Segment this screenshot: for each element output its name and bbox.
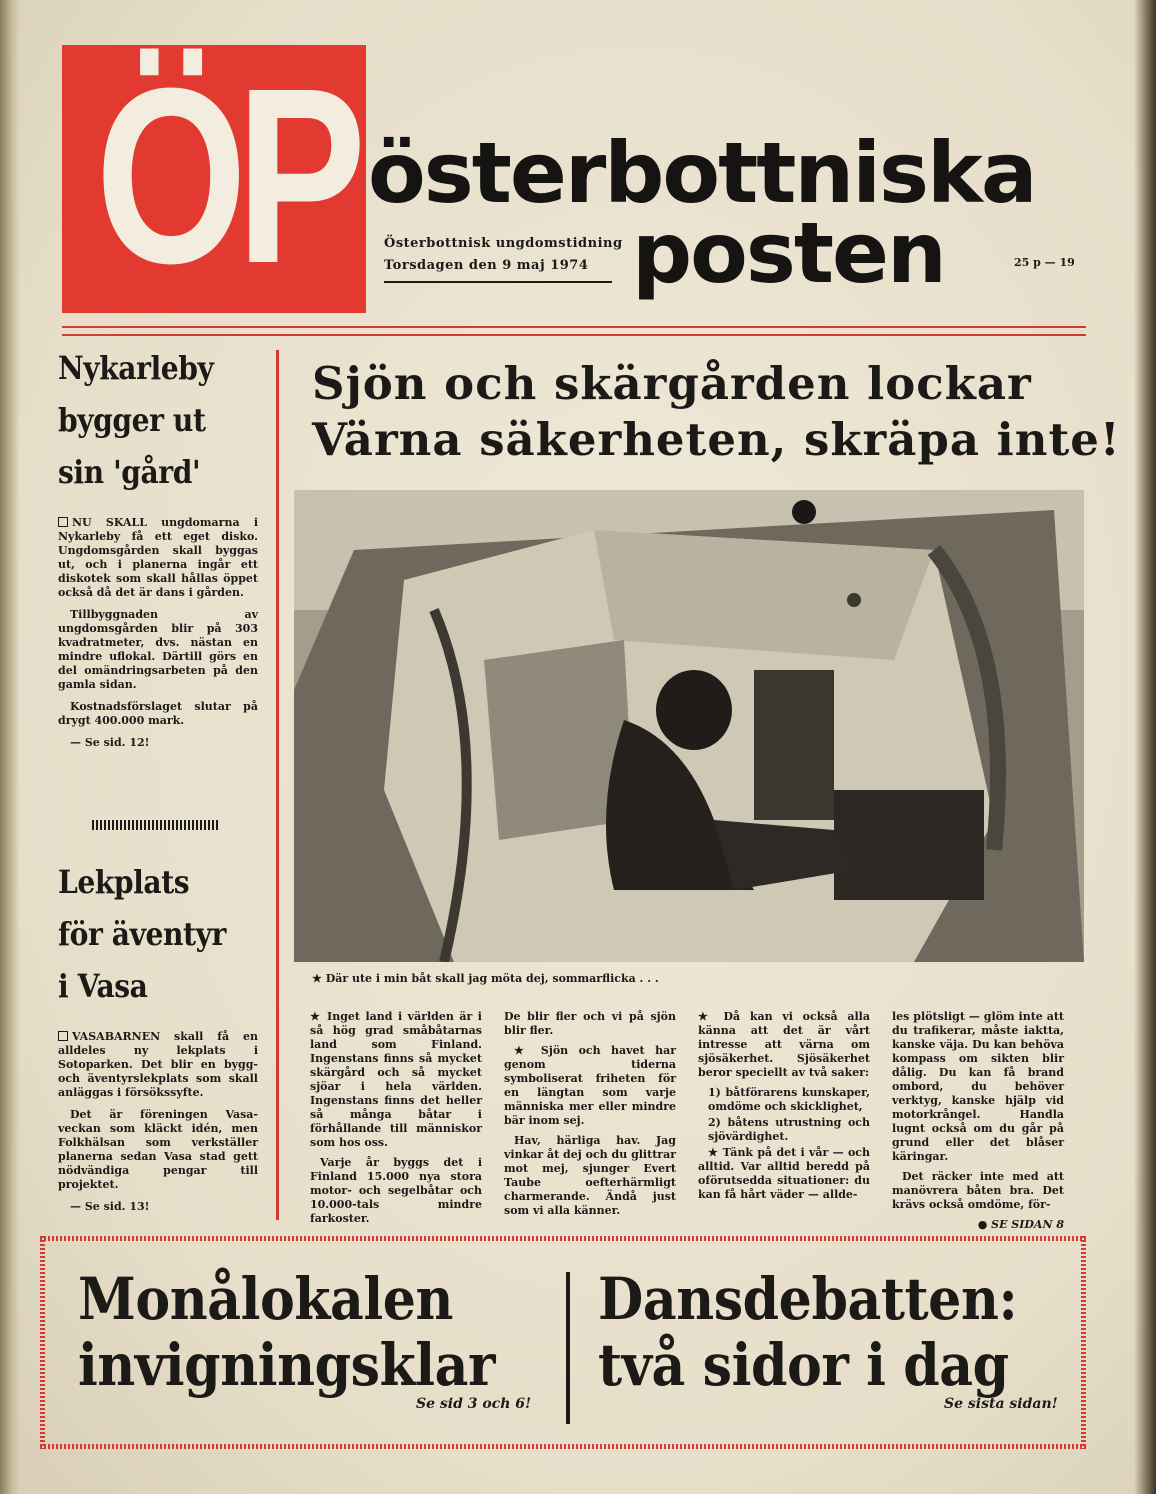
story2-paragraph: Det är föreningen Vasa-veckan som kläckt idén, men Folkhälsan som verkställer planerna sedan Vasa stad gett nödvändiga pengar till projektet.	[58, 1108, 258, 1191]
story1-paragraph: Kostnadsförslaget slutar på drygt 400.000 mark.	[58, 700, 258, 727]
main-paragraph: ★ Då kan vi också alla känna att det är vårt intresse att värna om sjösäkerhet. Sjösäkerhet beror speciellt av två saker:	[698, 1010, 870, 1079]
story1-headline-line1: Nykarleby	[58, 349, 214, 387]
banner-border-top	[40, 1236, 1086, 1241]
page-edge-shadow	[1134, 0, 1156, 1494]
masthead-subtitle: Österbottnisk ungdomstidning	[384, 236, 623, 251]
story2-paragraph: VASABARNEN skall få en alldeles ny lekplats i Sotoparken. Det blir en bygg- och äventyrslekplats som skall anläggas i försökssyfte.	[58, 1030, 258, 1099]
main-headline-line1: Sjön och skärgården lockar	[312, 357, 1032, 410]
divider-ornament	[92, 820, 220, 830]
main-paragraph: ★ Sjön och havet har genom tiderna symboliserat friheten för en längtan som varje människa mer eller mindre bär inom sej.	[504, 1044, 676, 1127]
main-paragraph: les plötsligt — glöm inte att du trafikerar, måste iaktta, kanske väja. Du kan behöva kompass om sikten blir dålig. Du kan få brand ombord, du behöver verktyg, kanske hjälp vid motorkrångel. Handla lugnt också om du går på grund eller det blåser käringar.	[892, 1010, 1064, 1163]
continued-reference: ● SE SIDAN 8	[977, 1218, 1064, 1231]
story1-paragraph: Tillbyggnaden av ungdomsgården blir på 303 kvadratmeter, dvs. nästan en mindre uflokal. Därtill görs en del omändringsarbeten på den gamla sidan.	[58, 608, 258, 691]
bottom-right-headline-line2: två sidor i dag	[598, 1331, 1009, 1399]
masthead-rule-top	[62, 326, 1086, 328]
main-column-2	[504, 1010, 676, 1224]
masthead-title-line2: posten	[632, 204, 945, 302]
main-list-item: 1) båtförarens kunskaper, omdöme och skicklighet,	[708, 1086, 870, 1113]
column-divider	[276, 350, 279, 1220]
issue-number: 25 p — 19	[1014, 256, 1075, 269]
main-column-1	[310, 1010, 482, 1232]
banner-border-left	[40, 1236, 45, 1449]
masthead-dateline: Torsdagen den 9 maj 1974	[384, 258, 589, 273]
story1-body	[58, 516, 258, 758]
story1-headline-line3: sin 'gård'	[58, 453, 201, 491]
main-paragraph: ★ Tänk på det i vår — och alltid. Var alltid beredd på oförutsedda situationer: du kan få hårt väder — allde-	[698, 1146, 870, 1201]
main-paragraph: De blir fler och vi på sjön blir fler.	[504, 1010, 676, 1037]
story2-body	[58, 1030, 258, 1222]
bottom-left-reference: Se sid 3 och 6!	[416, 1396, 532, 1412]
square-bullet-icon	[58, 517, 68, 527]
story1-paragraph: NU SKALL ungdomarna i Nykarleby få ett eget disko. Ungdomsgården skall byggas ut, och i planerna ingår ett diskotek som skall hållas öppet också då det är dans i gården.	[58, 516, 258, 599]
bottom-right-headline-line1: Dansdebatten:	[598, 1265, 1018, 1333]
story2-see-page: — Se sid. 13!	[70, 1200, 150, 1213]
main-column-4	[892, 1010, 1064, 1238]
banner-border-bottom	[40, 1444, 1086, 1449]
square-bullet-icon	[58, 1031, 68, 1041]
boat-photo	[294, 490, 1084, 962]
story2-headline-line3: i Vasa	[58, 967, 148, 1005]
boat-photo-illustration	[294, 490, 1084, 962]
main-headline-line2: Värna säkerheten, skräpa inte!	[312, 413, 1121, 466]
main-paragraph: Det räcker inte med att manövrera båten bra. Det krävs också omdöme, för-	[892, 1170, 1064, 1211]
bottom-right-reference: Se sista sidan!	[944, 1396, 1058, 1412]
logo-text: ÖP	[95, 36, 356, 315]
bottom-left-headline-line1: Monålokalen	[78, 1265, 454, 1333]
story1-see-page: — Se sid. 12!	[70, 736, 150, 749]
story2-headline-line1: Lekplats	[58, 863, 190, 901]
page-spine-shadow	[0, 0, 20, 1494]
story1-headline-line2: bygger ut	[58, 401, 206, 439]
masthead-rule-bottom	[62, 334, 1086, 336]
logo-block	[62, 36, 366, 315]
main-paragraph: Varje år byggs det i Finland 15.000 nya stora motor- och segelbåtar och 10.000-tals mindre farkoster.	[310, 1156, 482, 1225]
dateline-underline	[384, 281, 612, 283]
bottom-left-headline-line2: invigningsklar	[78, 1331, 496, 1399]
banner-border-right	[1081, 1236, 1086, 1449]
photo-caption: ★ Där ute i min båt skall jag möta dej, sommarflicka . . .	[312, 972, 659, 985]
story2-headline-line2: för äventyr	[58, 915, 226, 953]
main-paragraph: ★ Inget land i världen är i så hög grad småbåtarnas land som Finland. Ingenstans finns så mycket skärgård och så mycket sjöar i hela världen. Ingenstans finns det heller så många båtar i förhållande till människor som hos oss.	[310, 1010, 482, 1149]
main-column-3	[698, 1010, 870, 1208]
main-list-item: 2) båtens utrustning och sjövärdighet.	[708, 1116, 870, 1143]
masthead-title-line1: österbottniska	[368, 124, 1036, 222]
banner-divider	[566, 1272, 570, 1424]
main-paragraph: Hav, härliga hav. Jag vinkar åt dej och du glittrar mot mej, sjunger Evert Taube oefterhärmligt charmerande. Ändå just som vi alla känner.	[504, 1134, 676, 1217]
